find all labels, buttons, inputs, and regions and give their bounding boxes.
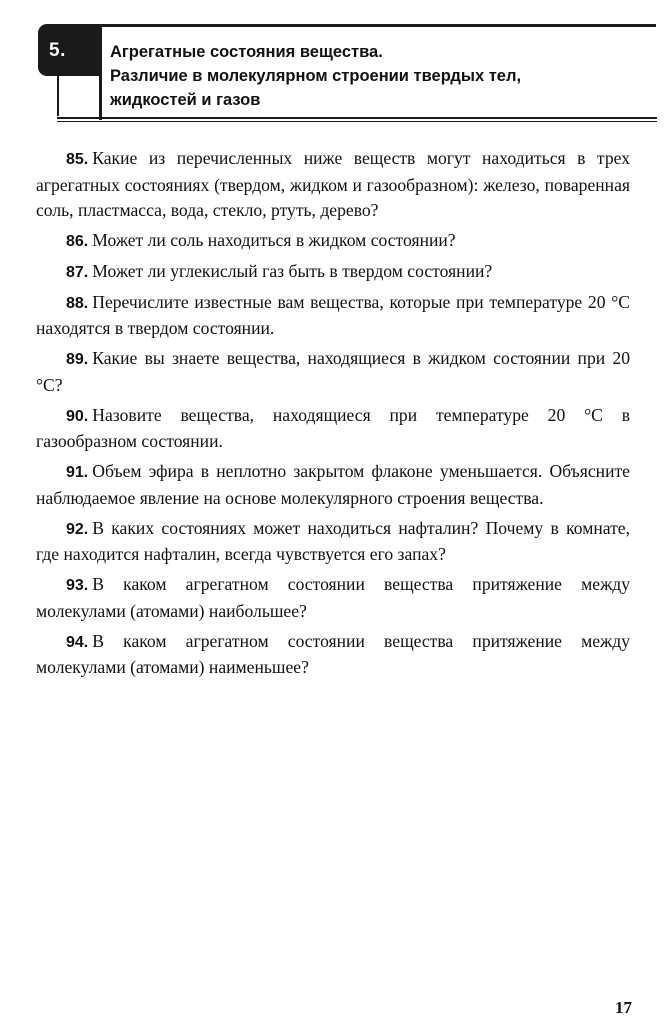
section-number-box bbox=[38, 24, 100, 76]
section-title-line: Различие в молекулярном строении твердых тел, bbox=[110, 67, 522, 85]
header-frame-line bbox=[99, 24, 102, 120]
question-text: В каком агрегатном состоянии вещества притяжение между молекулами (атомами) наименьшее? bbox=[36, 630, 630, 678]
question-item bbox=[36, 572, 630, 624]
section-title bbox=[110, 40, 650, 112]
question-text: Объем эфира в неплотно закрытом флаконе уменьшается. Объясните наблюдаемое явление на основе молекулярного строения вещества. bbox=[36, 461, 630, 508]
question-item bbox=[36, 403, 630, 455]
header-frame-line bbox=[57, 121, 657, 122]
question-item bbox=[36, 516, 630, 568]
section-title-line: жидкостей и газов bbox=[110, 91, 261, 109]
question-text: Какие вы знаете вещества, находящиеся в жидком состоянии при 20 °С? bbox=[36, 348, 630, 395]
question-number: 85. bbox=[66, 151, 89, 168]
question-number: 91. bbox=[66, 464, 89, 482]
question-text: Назовите вещества, находящиеся при температуре 20 °С в газообразном состоянии. bbox=[36, 404, 630, 452]
question-item bbox=[36, 146, 630, 224]
question-number: 88. bbox=[66, 294, 89, 312]
question-item bbox=[36, 259, 630, 286]
section-number: 5. bbox=[49, 40, 66, 61]
header-frame-line bbox=[57, 76, 59, 116]
question-number: 89. bbox=[66, 351, 89, 369]
header-frame-line bbox=[100, 24, 656, 27]
question-text: Может ли углекислый газ быть в твердом состоянии? bbox=[92, 260, 493, 281]
question-item bbox=[36, 346, 630, 398]
question-text: Перечислите известные вам вещества, которые при температуре 20 °С находятся в твердом состоянии. bbox=[36, 291, 630, 339]
question-text: В каких состояниях может находиться нафталин? Почему в комнате, где находится нафталин, всегда чувствуется его запах? bbox=[36, 517, 630, 565]
question-number: 93. bbox=[66, 577, 89, 595]
question-text: В каком агрегатном состоянии вещества притяжение между молекулами (атомами) наибольшее? bbox=[36, 574, 630, 621]
question-number: 90. bbox=[66, 407, 89, 425]
question-item bbox=[36, 290, 630, 342]
question-number: 87. bbox=[66, 263, 89, 281]
question-text: Может ли соль находиться в жидком состоянии? bbox=[92, 230, 456, 251]
question-number: 92. bbox=[66, 520, 89, 538]
question-item bbox=[36, 629, 630, 681]
section-title-line: Агрегатные состояния вещества. bbox=[110, 43, 383, 61]
question-number: 86. bbox=[66, 233, 89, 251]
page-number: 17 bbox=[615, 998, 632, 1017]
question-item bbox=[36, 459, 630, 511]
question-item bbox=[36, 228, 630, 255]
question-number: 94. bbox=[66, 633, 89, 651]
question-text: Какие из перечисленных ниже веществ могут находиться в трех агрегатных состояниях (твердом, жидком и газообразном): железо, поваренная соль, пластмасса, вода, стекло, ртуть, дерево? bbox=[36, 148, 630, 221]
header-frame-line bbox=[57, 117, 657, 119]
question-list bbox=[36, 146, 630, 685]
